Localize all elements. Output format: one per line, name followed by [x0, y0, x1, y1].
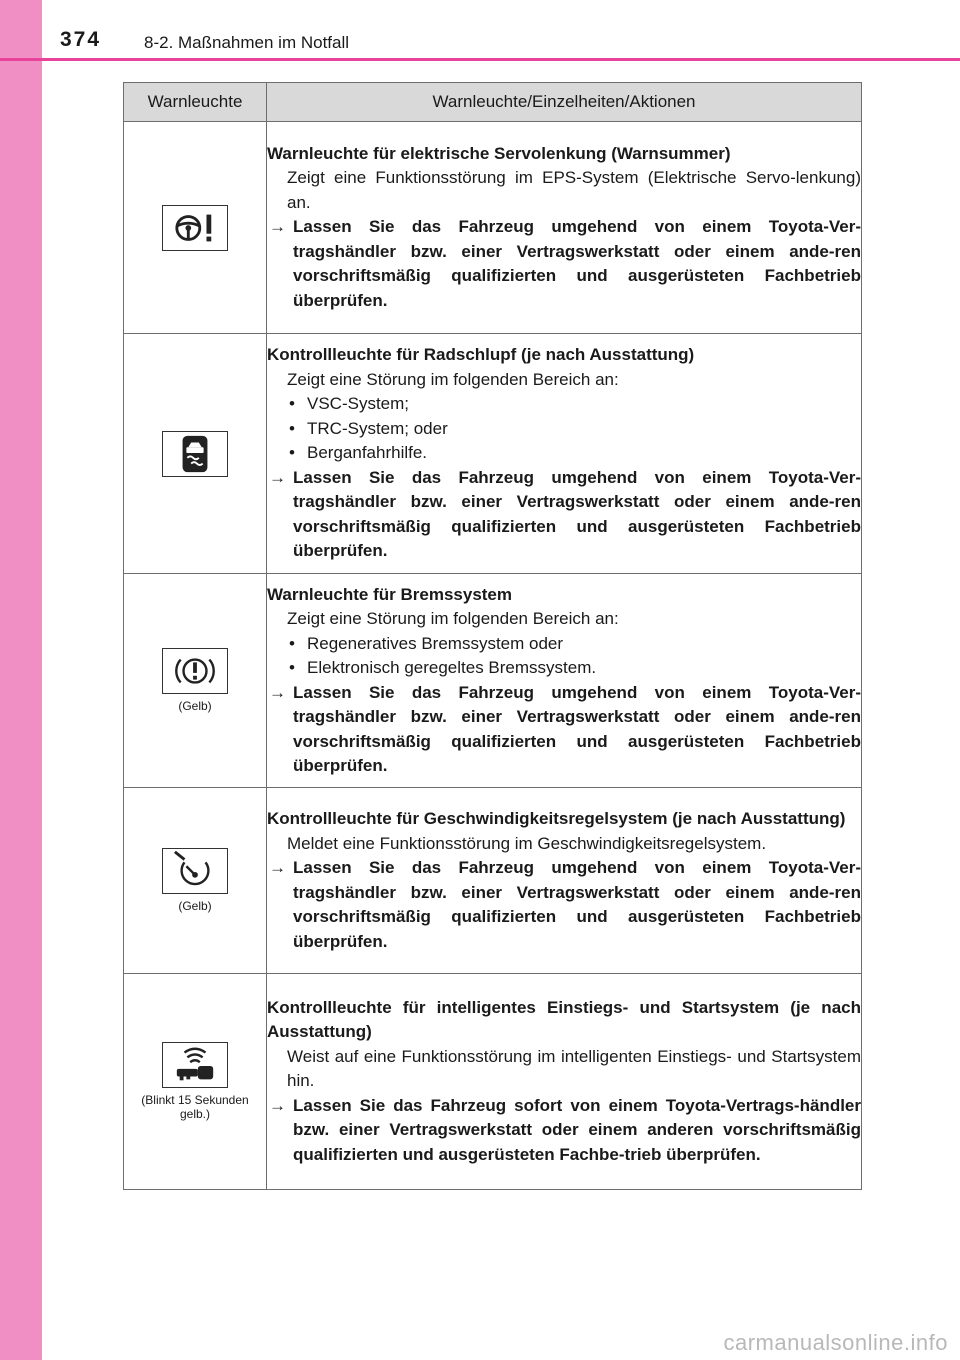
warning-title: Kontrollleuchte für intelligentes Einstiegs- und Startsystem (je nach Ausstattung) [267, 997, 861, 1042]
warning-description: Zeigt eine Funktionsstörung im EPS-System (Elektrische Servo-lenkung) an. [287, 168, 861, 212]
icon-cell [124, 334, 267, 574]
arrow-icon: → [269, 467, 286, 487]
icon-note: (Blinkt 15 Sekunden gelb.) [141, 1093, 249, 1121]
section-title: 8-2. Maßnahmen im Notfall [144, 33, 350, 52]
watermark: carmanualsonline.info [723, 1330, 948, 1355]
column-header-details: Warnleuchte/Einzelheiten/Aktionen [267, 83, 862, 122]
list-item: • Regeneratives Bremssystem oder [289, 632, 861, 657]
slip-indicator-icon [162, 431, 228, 477]
column-header-warnleuchte: Warnleuchte [124, 83, 267, 122]
warning-description: Meldet eine Funktionsstörung im Geschwindigkeitsregelsystem. [287, 833, 767, 853]
details-cell [267, 974, 862, 1190]
warning-action [267, 215, 861, 313]
header-rule [0, 58, 960, 61]
arrow-icon: → [269, 217, 286, 237]
list-item: • VSC-System; [289, 392, 861, 417]
steering-warning-icon [162, 205, 228, 251]
cruise-control-icon [162, 848, 228, 894]
action-text: Lassen Sie das Fahrzeug umgehend von einem Toyota-Ver-tragshändler bzw. einer Vertragswerkstatt oder einem ande-ren vorschriftsmäßig qualifizierten und ausgerüsteten Fachbetrieb überprüfen. [293, 682, 861, 775]
warning-action [267, 681, 861, 779]
details-cell [267, 574, 862, 788]
arrow-icon: → [269, 1095, 286, 1115]
warning-action [267, 466, 861, 564]
action-text: Lassen Sie das Fahrzeug umgehend von einem Toyota-Ver-tragshändler bzw. einer Vertragswerkstatt oder einem ande-ren vorschriftsmäßig qualifizierten und ausgerüsteten Fachbetrieb überprüfen. [293, 858, 861, 951]
warning-description: Weist auf eine Funktionsstörung im intelligenten Einstiegs- und Startsystem hin. [287, 1046, 861, 1091]
table-row [124, 122, 862, 334]
action-text: Lassen Sie das Fahrzeug sofort von einem Toyota-Vertrags-händler bzw. einer Vertragswerkstatt oder einem anderen vorschriftsmäßig qualifizierten und ausgerüsteten Fachbe-trieb überprüfen. [293, 1095, 861, 1164]
list-item: • Elektronisch geregeltes Bremssystem. [289, 656, 861, 681]
table-header-row [124, 83, 862, 122]
icon-cell [124, 122, 267, 334]
details-cell [267, 788, 862, 974]
warning-action [267, 856, 861, 954]
action-text: Lassen Sie das Fahrzeug umgehend von einem Toyota-Ver-tragshändler bzw. einer Vertragswerkstatt oder einem ande-ren vorschriftsmäßig qualifizierten und ausgerüsteten Fachbetrieb überprüfen. [293, 467, 861, 561]
warning-light-table [123, 82, 862, 1190]
icon-cell [124, 574, 267, 788]
table-row [124, 334, 862, 574]
icon-cell [124, 974, 267, 1190]
warning-title: Kontrollleuchte für Geschwindigkeitsregelsystem (je nach Ausstattung) [267, 809, 846, 828]
icon-note: (Gelb) [178, 899, 212, 913]
details-cell [267, 122, 862, 334]
warning-title: Kontrollleuchte für Radschlupf (je nach Ausstattung) [267, 345, 695, 365]
warning-title: Warnleuchte für elektrische Servolenkung (Warnsummer) [267, 143, 731, 163]
warning-description: Zeigt eine Störung im folgenden Bereich an: [287, 609, 619, 628]
bullet-list [267, 632, 861, 681]
chapter-tab-bar [0, 0, 42, 1360]
icon-note: (Gelb) [178, 699, 212, 713]
icon-cell [124, 788, 267, 974]
brake-warning-icon [162, 648, 228, 694]
smart-key-icon [162, 1042, 228, 1088]
arrow-icon: → [269, 682, 286, 702]
warning-description: Zeigt eine Störung im folgenden Bereich an: [287, 369, 619, 389]
list-item: • TRC-System; oder [289, 417, 861, 442]
arrow-icon: → [269, 858, 286, 877]
table-row [124, 974, 862, 1190]
bullet-list [267, 392, 861, 466]
list-item: • Berganfahrhilfe. [289, 441, 861, 466]
page-number: 374 [60, 28, 102, 51]
warning-action [267, 1094, 861, 1168]
details-cell [267, 334, 862, 574]
warning-title: Warnleuchte für Bremssystem [267, 584, 513, 604]
table-row [124, 574, 862, 788]
table-row [124, 788, 862, 974]
action-text: Lassen Sie das Fahrzeug umgehend von einem Toyota-Ver-tragshändler bzw. einer Vertragswerkstatt oder einem ande-ren vorschriftsmäßig qualifizierten und ausgerüsteten Fachbetrieb überprüfen. [293, 217, 861, 310]
